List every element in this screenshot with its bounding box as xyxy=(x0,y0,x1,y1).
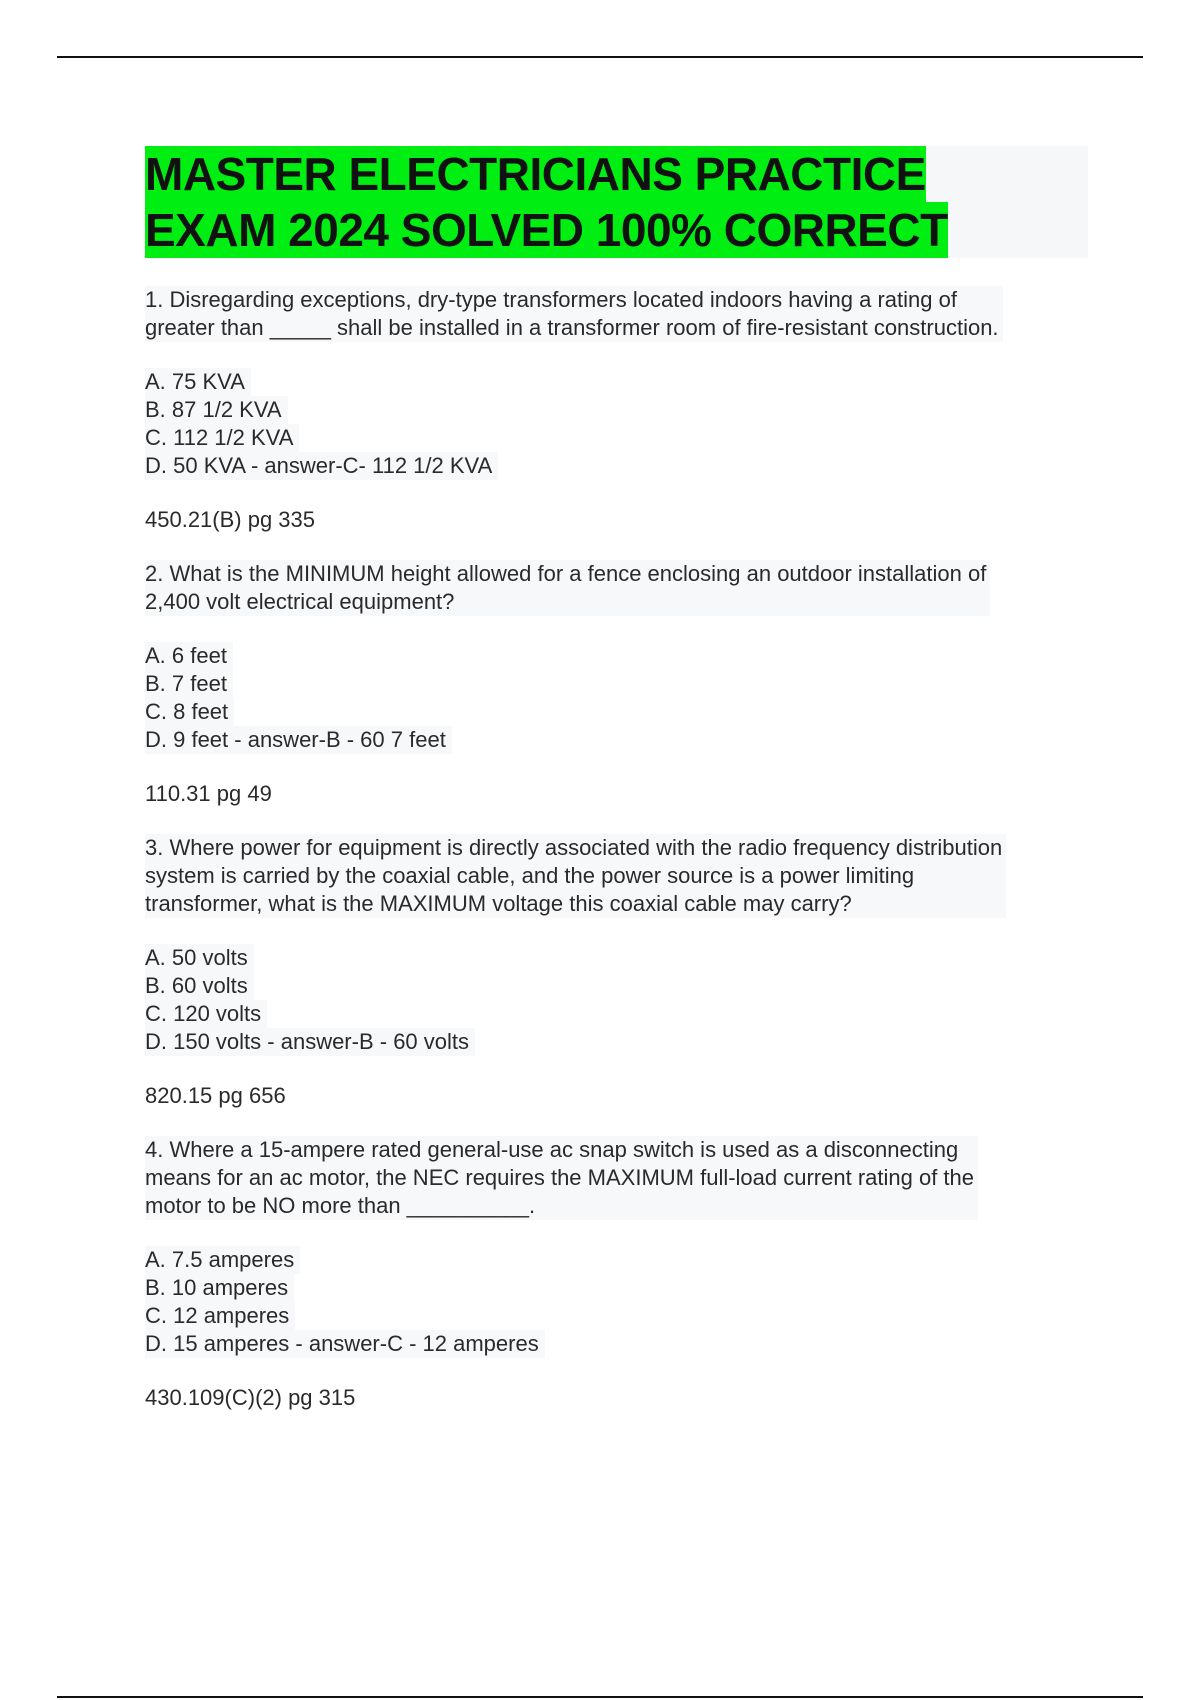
question-text xyxy=(145,1136,978,1220)
question-text-line: system is carried by the coaxial cable, and the power source is a power limiting xyxy=(145,863,915,888)
option-c: C. 8 feet xyxy=(145,698,234,726)
option-d-with-answer: D. 9 feet - answer-B - 60 7 feet xyxy=(145,726,452,754)
option-a: A. 75 KVA xyxy=(145,368,251,396)
option-d-with-answer: D. 15 amperes - answer-C - 12 amperes xyxy=(145,1330,545,1358)
question-4 xyxy=(145,1136,1090,1412)
question-text-line: greater than _____ shall be installed in a transformer room of fire-resistant construction. xyxy=(145,315,999,340)
question-text-line: transformer, what is the MAXIMUM voltage this coaxial cable may carry? xyxy=(145,891,852,916)
option-b: B. 60 volts xyxy=(145,972,254,1000)
title-line-2: EXAM 2024 SOLVED 100% CORRECT xyxy=(145,204,948,256)
option-d-with-answer: D. 150 volts - answer-B - 60 volts xyxy=(145,1028,475,1056)
option-b: B. 7 feet xyxy=(145,670,233,698)
question-text-line: 3. Where power for equipment is directly associated with the radio frequency distribution xyxy=(145,835,1003,860)
option-c: C. 112 1/2 KVA xyxy=(145,424,299,452)
question-1 xyxy=(145,286,1090,534)
answer-options xyxy=(145,944,1090,1056)
header-rule xyxy=(57,56,1143,58)
document-body xyxy=(145,146,1090,1438)
question-text-line: motor to be NO more than __________. xyxy=(145,1193,536,1218)
question-text-line: 2,400 volt electrical equipment? xyxy=(145,589,455,614)
option-d-with-answer: D. 50 KVA - answer-C- 112 1/2 KVA xyxy=(145,452,498,480)
question-text xyxy=(145,834,1006,918)
option-b: B. 87 1/2 KVA xyxy=(145,396,288,424)
question-2 xyxy=(145,560,1090,808)
option-a: A. 7.5 amperes xyxy=(145,1246,300,1274)
question-text-line: 2. What is the MINIMUM height allowed for a fence enclosing an outdoor installation of xyxy=(145,561,987,586)
question-3 xyxy=(145,834,1090,1110)
code-reference: 430.109(C)(2) pg 315 xyxy=(145,1385,356,1410)
answer-options xyxy=(145,1246,1090,1358)
option-a: A. 50 volts xyxy=(145,944,254,972)
code-reference: 110.31 pg 49 xyxy=(145,781,272,806)
document-title xyxy=(145,146,1088,258)
option-c: C. 120 volts xyxy=(145,1000,267,1028)
option-a: A. 6 feet xyxy=(145,642,233,670)
footer-rule xyxy=(57,1696,1143,1698)
question-text-line: 1. Disregarding exceptions, dry-type transformers located indoors having a rating of xyxy=(145,287,957,312)
question-text xyxy=(145,286,1003,342)
option-c: C. 12 amperes xyxy=(145,1302,295,1330)
code-reference: 820.15 pg 656 xyxy=(145,1083,286,1108)
answer-options xyxy=(145,642,1090,754)
answer-options xyxy=(145,368,1090,480)
title-line-1: MASTER ELECTRICIANS PRACTICE xyxy=(145,148,926,200)
question-text-line: means for an ac motor, the NEC requires the MAXIMUM full-load current rating of the xyxy=(145,1165,975,1190)
question-text-line: 4. Where a 15-ampere rated general-use ac snap switch is used as a disconnecting xyxy=(145,1137,959,1162)
question-text xyxy=(145,560,990,616)
code-reference: 450.21(B) pg 335 xyxy=(145,507,316,532)
option-b: B. 10 amperes xyxy=(145,1274,294,1302)
